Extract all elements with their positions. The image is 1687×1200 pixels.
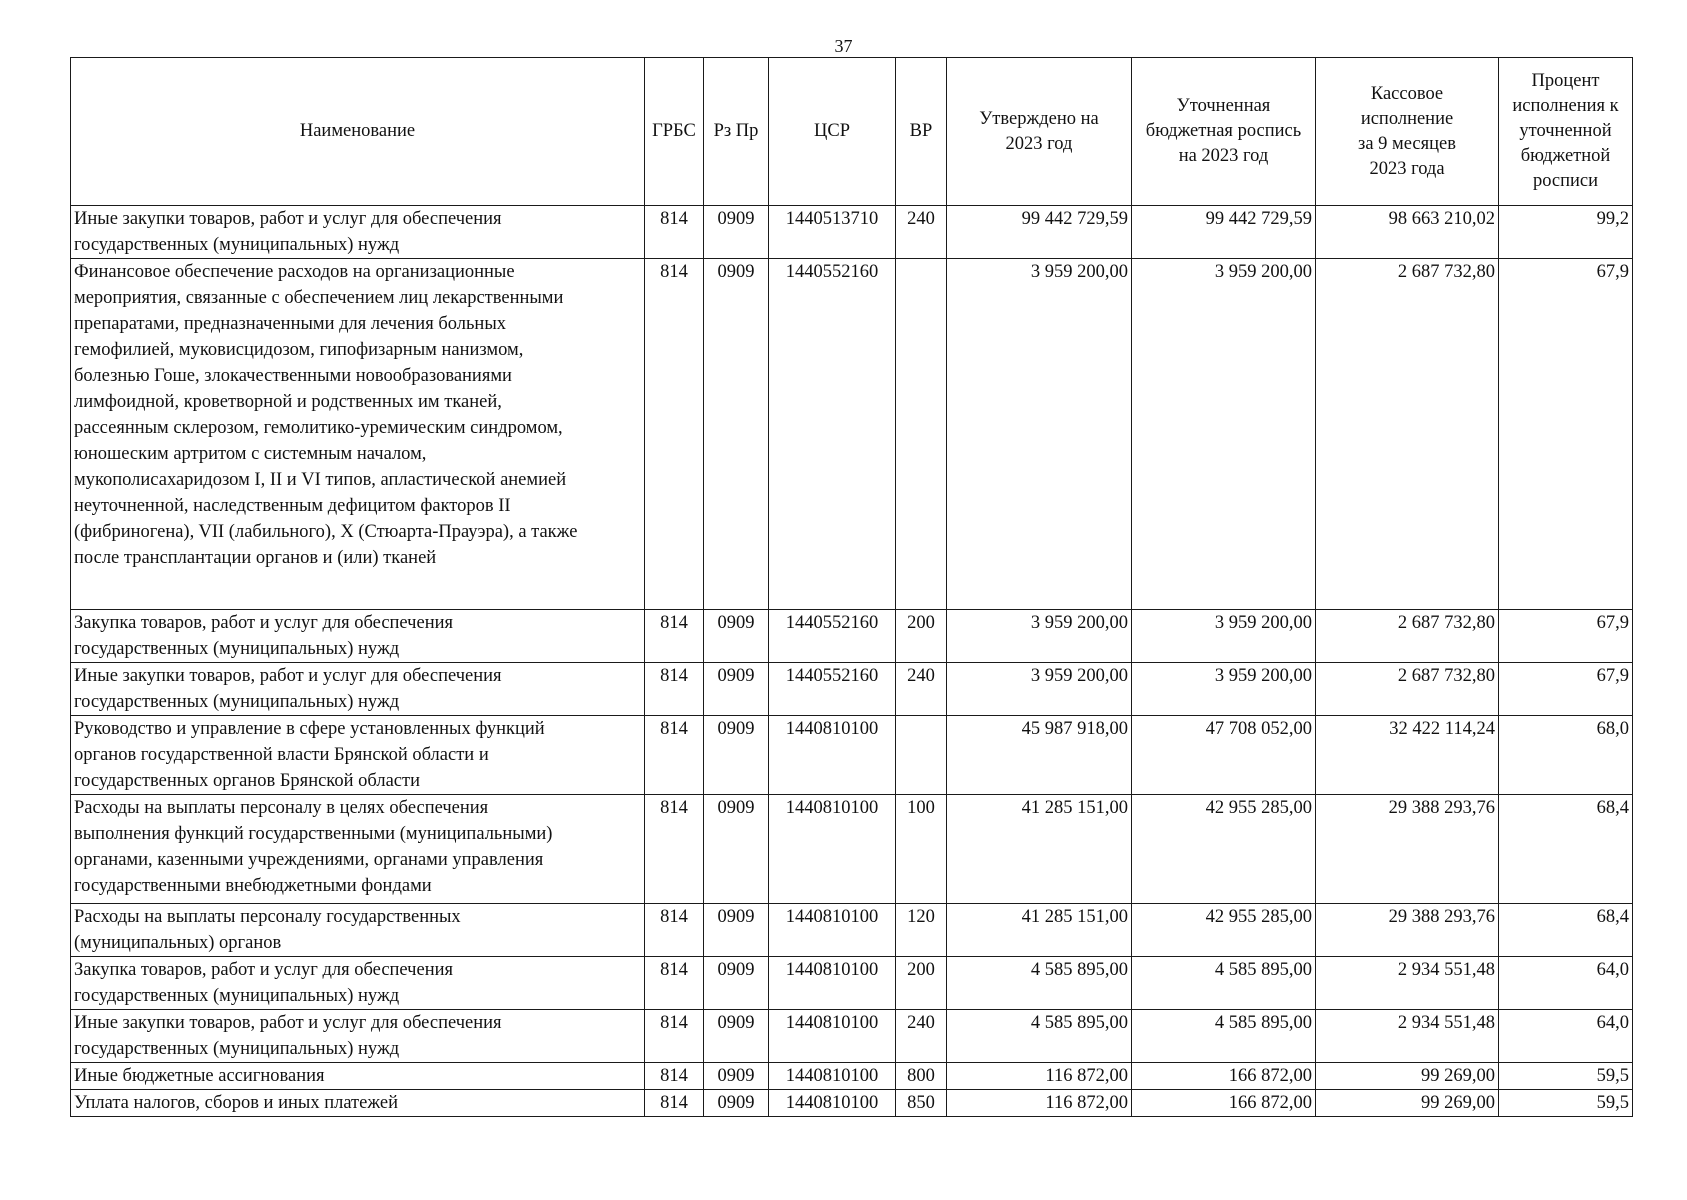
- cell-percent: 64,0: [1499, 957, 1633, 1010]
- col-header-refined: Уточненная бюджетная роспись на 2023 год: [1132, 58, 1316, 206]
- cell-name: Закупка товаров, работ и услуг для обеспечения государственных (муниципальных) нужд: [71, 610, 645, 663]
- table-row: [71, 795, 1633, 904]
- cell-name: Закупка товаров, работ и услуг для обеспечения государственных (муниципальных) нужд: [71, 957, 645, 1010]
- cell-vr: 120: [896, 904, 947, 957]
- cell-approved: 3 959 200,00: [947, 259, 1132, 610]
- cell-rzpr: 0909: [704, 904, 769, 957]
- cell-cash: 2 687 732,80: [1316, 663, 1499, 716]
- table-row: [71, 716, 1633, 795]
- cell-csr: 1440552160: [769, 663, 896, 716]
- cell-approved: 116 872,00: [947, 1090, 1132, 1117]
- cell-rzpr: 0909: [704, 1090, 769, 1117]
- col-header-name: Наименование: [71, 58, 645, 206]
- col-header-cash: Кассовое исполнение за 9 месяцев 2023 года: [1316, 58, 1499, 206]
- cell-percent: 64,0: [1499, 1010, 1633, 1063]
- cell-percent: 68,0: [1499, 716, 1633, 795]
- col-header-rzpr: Рз Пр: [704, 58, 769, 206]
- cell-rzpr: 0909: [704, 259, 769, 610]
- cell-percent: 67,9: [1499, 259, 1633, 610]
- cell-grbs: 814: [645, 206, 704, 259]
- cell-name: Иные закупки товаров, работ и услуг для обеспечения государственных (муниципальных) нужд: [71, 663, 645, 716]
- cell-grbs: 814: [645, 1090, 704, 1117]
- cell-approved: 45 987 918,00: [947, 716, 1132, 795]
- cell-cash: 99 269,00: [1316, 1090, 1499, 1117]
- cell-refined: 3 959 200,00: [1132, 663, 1316, 716]
- cell-percent: 99,2: [1499, 206, 1633, 259]
- cell-name: Финансовое обеспечение расходов на организационные мероприятия, связанные с обеспечением лиц лекарственными препаратами, предназначенными для лечения больных гемофилией, муковисцидозом, гипофизарным нанизмом, болезнью Гоше, злокачественными новообразованиями лимфоидной, кроветворной и родственных им тканей, рассеянным склерозом, гемолитико-уремическим синдромом, юношеским артритом с системным началом, мукополисахаридозом I, II и VI типов, апластической анемией неуточненной, наследственным дефицитом факторов II (фибриногена), VII (лабильного), X (Стюарта-Прауэра), а также после трансплантации органов и (или) тканей: [71, 259, 645, 610]
- cell-approved: 41 285 151,00: [947, 795, 1132, 904]
- cell-csr: 1440810100: [769, 1010, 896, 1063]
- table-row: [71, 206, 1633, 259]
- cell-csr: 1440810100: [769, 904, 896, 957]
- col-header-csr: ЦСР: [769, 58, 896, 206]
- cell-grbs: 814: [645, 663, 704, 716]
- cell-cash: 2 934 551,48: [1316, 1010, 1499, 1063]
- cell-vr: [896, 716, 947, 795]
- cell-refined: 42 955 285,00: [1132, 904, 1316, 957]
- cell-percent: 67,9: [1499, 610, 1633, 663]
- table-row: [71, 1063, 1633, 1090]
- cell-refined: 42 955 285,00: [1132, 795, 1316, 904]
- cell-csr: 1440810100: [769, 795, 896, 904]
- cell-cash: 2 687 732,80: [1316, 259, 1499, 610]
- budget-table: [70, 57, 1633, 1117]
- cell-grbs: 814: [645, 259, 704, 610]
- cell-refined: 166 872,00: [1132, 1063, 1316, 1090]
- cell-cash: 29 388 293,76: [1316, 904, 1499, 957]
- cell-refined: 3 959 200,00: [1132, 259, 1316, 610]
- cell-approved: 3 959 200,00: [947, 610, 1132, 663]
- cell-refined: 99 442 729,59: [1132, 206, 1316, 259]
- cell-vr: 240: [896, 663, 947, 716]
- cell-approved: 116 872,00: [947, 1063, 1132, 1090]
- table-body: [71, 206, 1633, 1117]
- col-header-approved: Утверждено на 2023 год: [947, 58, 1132, 206]
- cell-vr: 240: [896, 206, 947, 259]
- table-row: [71, 957, 1633, 1010]
- cell-grbs: 814: [645, 1063, 704, 1090]
- table-row: [71, 1010, 1633, 1063]
- cell-csr: 1440810100: [769, 1090, 896, 1117]
- cell-approved: 4 585 895,00: [947, 1010, 1132, 1063]
- table-row: [71, 663, 1633, 716]
- cell-name: Иные бюджетные ассигнования: [71, 1063, 645, 1090]
- cell-grbs: 814: [645, 957, 704, 1010]
- cell-name: Расходы на выплаты персоналу в целях обеспечения выполнения функций государственными (муниципальными) органами, казенными учреждениями, органами управления государственными внебюджетными фондами: [71, 795, 645, 904]
- cell-name: Расходы на выплаты персоналу государственных (муниципальных) органов: [71, 904, 645, 957]
- cell-rzpr: 0909: [704, 957, 769, 1010]
- cell-csr: 1440552160: [769, 259, 896, 610]
- cell-grbs: 814: [645, 1010, 704, 1063]
- cell-rzpr: 0909: [704, 1063, 769, 1090]
- cell-grbs: 814: [645, 716, 704, 795]
- cell-name: Иные закупки товаров, работ и услуг для обеспечения государственных (муниципальных) нужд: [71, 1010, 645, 1063]
- cell-csr: 1440513710: [769, 206, 896, 259]
- cell-rzpr: 0909: [704, 206, 769, 259]
- cell-csr: 1440810100: [769, 957, 896, 1010]
- cell-vr: [896, 259, 947, 610]
- cell-rzpr: 0909: [704, 716, 769, 795]
- cell-approved: 99 442 729,59: [947, 206, 1132, 259]
- table-row: [71, 610, 1633, 663]
- cell-approved: 41 285 151,00: [947, 904, 1132, 957]
- cell-grbs: 814: [645, 904, 704, 957]
- table-header: [71, 58, 1633, 206]
- cell-percent: 68,4: [1499, 904, 1633, 957]
- cell-refined: 166 872,00: [1132, 1090, 1316, 1117]
- cell-csr: 1440810100: [769, 716, 896, 795]
- cell-csr: 1440810100: [769, 1063, 896, 1090]
- cell-vr: 240: [896, 1010, 947, 1063]
- cell-cash: 2 934 551,48: [1316, 957, 1499, 1010]
- cell-vr: 800: [896, 1063, 947, 1090]
- cell-refined: 4 585 895,00: [1132, 957, 1316, 1010]
- cell-grbs: 814: [645, 795, 704, 904]
- cell-rzpr: 0909: [704, 610, 769, 663]
- table-row: [71, 1090, 1633, 1117]
- cell-cash: 32 422 114,24: [1316, 716, 1499, 795]
- cell-cash: 99 269,00: [1316, 1063, 1499, 1090]
- cell-csr: 1440552160: [769, 610, 896, 663]
- cell-percent: 68,4: [1499, 795, 1633, 904]
- cell-grbs: 814: [645, 610, 704, 663]
- cell-cash: 2 687 732,80: [1316, 610, 1499, 663]
- cell-refined: 47 708 052,00: [1132, 716, 1316, 795]
- cell-percent: 67,9: [1499, 663, 1633, 716]
- cell-name: Иные закупки товаров, работ и услуг для обеспечения государственных (муниципальных) нужд: [71, 206, 645, 259]
- table-row: [71, 904, 1633, 957]
- cell-vr: 200: [896, 957, 947, 1010]
- cell-cash: 29 388 293,76: [1316, 795, 1499, 904]
- cell-rzpr: 0909: [704, 795, 769, 904]
- cell-vr: 200: [896, 610, 947, 663]
- cell-rzpr: 0909: [704, 663, 769, 716]
- table-row: [71, 259, 1633, 610]
- cell-approved: 3 959 200,00: [947, 663, 1132, 716]
- page-number: 37: [834, 36, 853, 56]
- cell-percent: 59,5: [1499, 1090, 1633, 1117]
- cell-vr: 850: [896, 1090, 947, 1117]
- cell-name: Руководство и управление в сфере установленных функций органов государственной власти Брянской области и государственных органов Брянской области: [71, 716, 645, 795]
- cell-approved: 4 585 895,00: [947, 957, 1132, 1010]
- cell-refined: 4 585 895,00: [1132, 1010, 1316, 1063]
- cell-vr: 100: [896, 795, 947, 904]
- col-header-percent: Процент исполнения к уточненной бюджетной росписи: [1499, 58, 1633, 206]
- cell-name: Уплата налогов, сборов и иных платежей: [71, 1090, 645, 1117]
- col-header-vr: ВР: [896, 58, 947, 206]
- cell-refined: 3 959 200,00: [1132, 610, 1316, 663]
- cell-percent: 59,5: [1499, 1063, 1633, 1090]
- col-header-grbs: ГРБС: [645, 58, 704, 206]
- cell-cash: 98 663 210,02: [1316, 206, 1499, 259]
- cell-rzpr: 0909: [704, 1010, 769, 1063]
